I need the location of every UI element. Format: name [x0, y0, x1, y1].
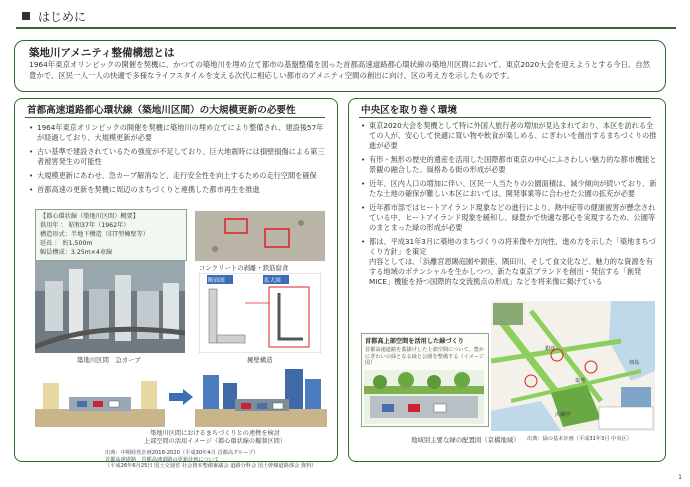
header-square-icon [22, 12, 30, 20]
left-bullet: • 1964年東京オリンピックの開催を契機に築地川の埋め立てにより整備され、建設後57年が経過しており、大規模更新が必要 [29, 123, 325, 143]
aerial-photo-caption: 築地川区間 急カーブ [77, 356, 141, 364]
green-space-box [361, 333, 489, 427]
before-illustration [35, 369, 165, 427]
header-rule [16, 27, 676, 29]
illustration-caption: 築地川区間におけるまちづくりとの連携を検討 上部空間の活用イメージ（都心環状線の擬制区間） [143, 430, 287, 445]
map-source: 出典：緑の基本計画（平成31年3月 中央区） [527, 436, 632, 442]
wall-damage-label: コンクリートの剥離・鉄筋腐食 [199, 264, 289, 272]
left-panel [14, 98, 338, 469]
green-layout-map [491, 301, 655, 431]
left-source: 出典：中期経営計画2018-2020（平成30年4月 首都高グループ） 首都高速道路 首都高速道路の更新計画について （平成26年6月25日 国土交通省 社会資本整備審議会 道路分科会 国土幹線道路部会 資料） [105, 450, 317, 469]
right-bullets [361, 121, 657, 291]
info-line: 構造形式：半地下構造（旧T型擁壁等） [40, 231, 149, 238]
expressway-info-box [35, 209, 187, 261]
retaining-wall-caption: 擁壁構造 [247, 356, 273, 364]
left-panel-title: 首都高速道路都心環状線（築地川区間）の大規模更新の必要性 [27, 105, 296, 116]
intro-box [14, 40, 666, 92]
transition-arrow-icon [169, 389, 193, 405]
map-label-ginza: 銀座 [545, 346, 556, 352]
map-caption: 地域別主要な緑の配置図（京橋地域） [411, 436, 520, 444]
retaining-wall-diagram [199, 273, 321, 353]
intro-body: 1964年東京オリンピックの開催を契機に、かつての築地川を埋め立て都市の基盤整備を図った首都高速道路都心環状線の築地川区間において、東京2020大会を迎えようとする今日、自然豊かで、区民一人一人の快適で多様なライフスタイルを支える次代に相応しい都市のアメニティ空間の創出に向け、区の考え方を示したものです。 [29, 60, 651, 80]
left-bullet: • 大規模更新にあわせ、急カーブ解消など、走行安全性を向上するための走行空間を確保 [29, 171, 325, 181]
right-bullet: • 東京2020大会を契機として特に外国人旅行者の増加が見込まれており、本区を訪れる全ての人が、安心して快適に買い物や飲食が楽しめる、にぎわいを創出するまちづくりの推進が必要 [361, 121, 657, 151]
map-label-tsukudo: 佃島 [629, 360, 640, 366]
info-line: 幅員構成：3.25m×4車線 [40, 249, 113, 256]
page-number: 1 [678, 474, 682, 481]
right-bullet: • 近年、区内人口の増加に伴い、区民一人当たりの公園面積は、減少傾向が続いており、新たな土地の確保が難しい本区においては、開発事業等に合わせた公園の拡充が必要 [361, 179, 657, 199]
info-line: 【都心環状線（築地川区間）概要】 [40, 213, 139, 220]
right-panel-title: 中央区を取り巻く環境 [361, 105, 457, 116]
intro-title: 築地川アメニティ整備構想とは [29, 47, 175, 59]
map-label-tsukiji: 築地 [575, 378, 586, 384]
info-line: 供用年 ： 昭和37年（1962年） [40, 222, 130, 229]
aerial-photo [35, 261, 185, 353]
wall-damage-photo [195, 211, 325, 261]
left-bullet: • 首都高速の更新を契機に周辺のまちづくりと連携した都市再生を推進 [29, 185, 325, 195]
green-cover-illustration [364, 370, 484, 424]
right-bullet: • 都は、平成31年3月に築地のまちづくりの将来像や方向性、進め方を示した「築地まちづくり方針」を策定 内容としては、「浜離宮恩賜庭園や銀座、隅田川、そして食文化など、魅力的な資源を有する地域のポテンシャルを生かしつつ、新たな東京ブランドを創出・発信する「創発MICE」機能を持つ国際的な交流拠点の形成」などを将来像に掲げている [361, 237, 657, 287]
left-bullets [29, 123, 325, 199]
right-title-rule [359, 117, 651, 118]
info-line: 延長 ： 約1,500m [40, 240, 93, 247]
green-box-text: 首都高速道路を蓋掛けした上部空間について、豊かにぎわいの緑となる緑と公園を整備する（イメージ図） [365, 347, 485, 366]
zoom-tag: 拡大図 [264, 278, 281, 284]
right-panel [348, 98, 666, 462]
right-bullet: • 有形・無形の歴史的遺産を活用した国際都市東京の中心にふさわしい魅力的な都市機能と景観の融合した、風格ある街の形成が必要 [361, 155, 657, 175]
green-box-title: 首都高上部空間を活用した緑づくり [365, 338, 464, 345]
after-illustration [195, 365, 327, 427]
left-title-rule [25, 117, 325, 118]
page-title: はじめに [38, 10, 87, 24]
map-label-hamarikyu: 浜離宮 [555, 412, 571, 418]
left-bullet: • 古い基準で建設されているため強度が不足しており、巨大地震時には損壁損傷による第三者被害発生の可能性 [29, 147, 325, 167]
right-bullet: • 近年都市部ではヒートアイランド現象などの進行により、熱中症等の健康被害が懸念されている中、ヒートアイランド現象を緩和し、緑豊かで快適な都心を実現するため、公園等のまとまった緑の形成が必要 [361, 203, 657, 233]
page-header [8, 6, 680, 26]
section-tag: 断面図 [208, 278, 225, 284]
